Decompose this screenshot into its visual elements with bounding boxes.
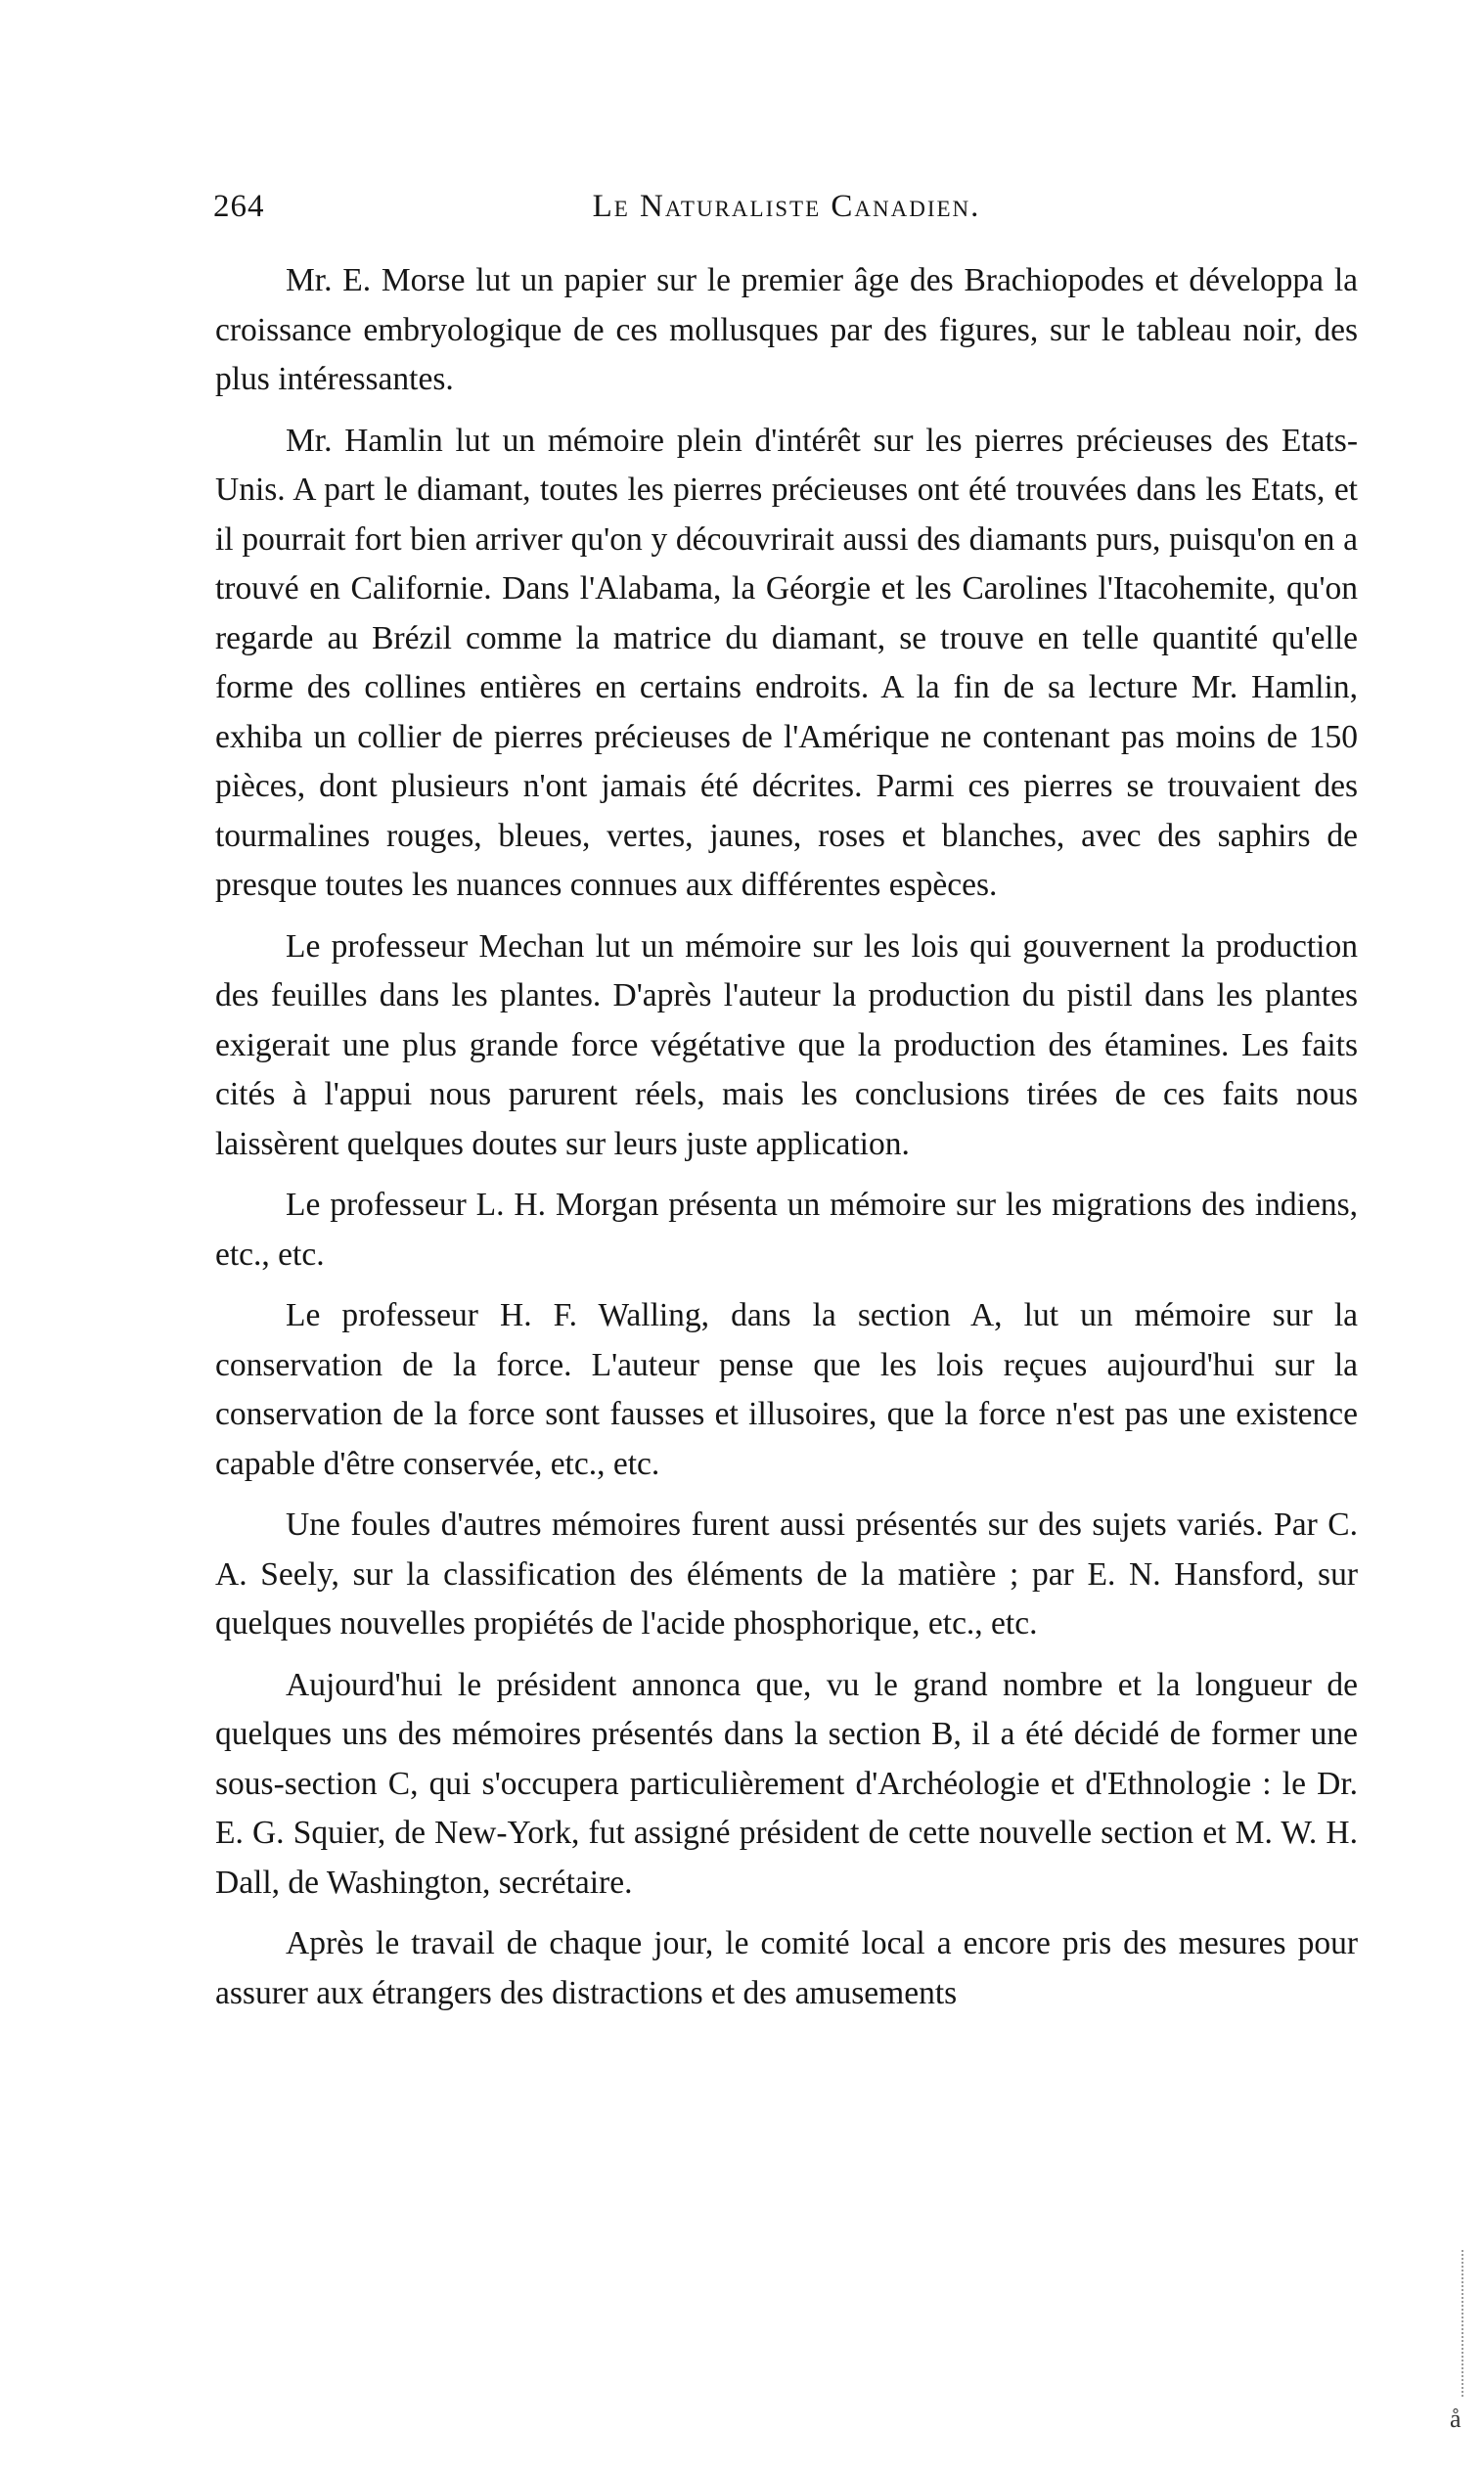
paragraph-local-committee: Après le travail de chaque jour, le comité local a encore pris des mesures pour assurer aux étrangers des distractions et des amusements bbox=[215, 1925, 1358, 2011]
paragraph-other-memoires: Une foules d'autres mémoires furent aussi présentés sur des sujets variés. Par C. A. Seely, sur la classification des éléments de la matière ; par E. N. Hansford, sur quelques nouvelles propiétés de l'acide phosphorique, etc., etc. bbox=[215, 1507, 1358, 1642]
page-number: 264 bbox=[213, 189, 265, 224]
body-text bbox=[215, 256, 1358, 2030]
margin-dotted-rule bbox=[1462, 2250, 1463, 2397]
paragraph-hamlin: Mr. Hamlin lut un mémoire plein d'intérêt sur les pierres précieuses des Etats-Unis. A part le diamant, toutes les pierres précieuses ont été trouvées dans les Etats, et il pourrait fort bien arriver qu'on y découvrirait aussi des diamants purs, puisqu'on en a trouvé en Californie. Dans l'Alabama, la Géorgie et les Carolines l'Itacohemite, qu'on regarde au Brézil comme la matrice du diamant, se trouve en telle quantité qu'elle forme des collines entières en certains endroits. A la fin de sa lecture Mr. Hamlin, exhiba un collier de pierres précieuses de l'Amérique ne contenant pas moins de 150 pièces, dont plusieurs n'ont jamais été décrites. Parmi ces pierres se trouvaient des tourmalines rouges, bleues, vertes, jaunes, roses et blanches, avec des saphirs de presque toutes les nuances connues aux différentes espèces. bbox=[215, 422, 1358, 903]
paragraph-president-announcement: Aujourd'hui le président annonca que, vu le grand nombre et la longueur de quelques uns des mémoires présentés dans la section B, il a été décidé de former une sous-section C, qui s'occupera particulièrement d'Archéologie et d'Ethnologie : le Dr. E. G. Squier, de New-York, fut assigné président de cette nouvelle section et M. W. H. Dall, de Washington, secrétaire. bbox=[215, 1666, 1358, 1901]
footer-mark: å bbox=[1450, 2405, 1462, 2433]
running-head bbox=[213, 182, 1360, 231]
paragraph-morgan: Le professeur L. H. Morgan présenta un mémoire sur les migrations des indiens, etc., etc. bbox=[215, 1187, 1358, 1273]
paragraph-mechan: Le professeur Mechan lut un mémoire sur les lois qui gouvernent la production des feuilles dans les plantes. D'après l'auteur la production du pistil dans les plantes exigerait une plus grande force végétative que la production des étamines. Les faits cités à l'appui nous parurent réels, mais les conclusions tirées de ces faits nous laissèrent quelques doutes sur leurs juste application. bbox=[215, 927, 1358, 1162]
paragraph-walling: Le professeur H. F. Walling, dans la section A, lut un mémoire sur la conservation de la force. L'auteur pense que les lois reçues aujourd'hui sur la conservation de la force sont fausses et illusoires, que la force n'est pas une existence capable d'être conservée, etc., etc. bbox=[215, 1297, 1358, 1482]
journal-title: Le Naturaliste Canadien. bbox=[592, 189, 981, 224]
paragraph-morse: Mr. E. Morse lut un papier sur le premier âge des Brachiopodes et développa la croissance embryologique de ces mollusques par des figures, sur le tableau noir, des plus intéressantes. bbox=[215, 262, 1358, 397]
